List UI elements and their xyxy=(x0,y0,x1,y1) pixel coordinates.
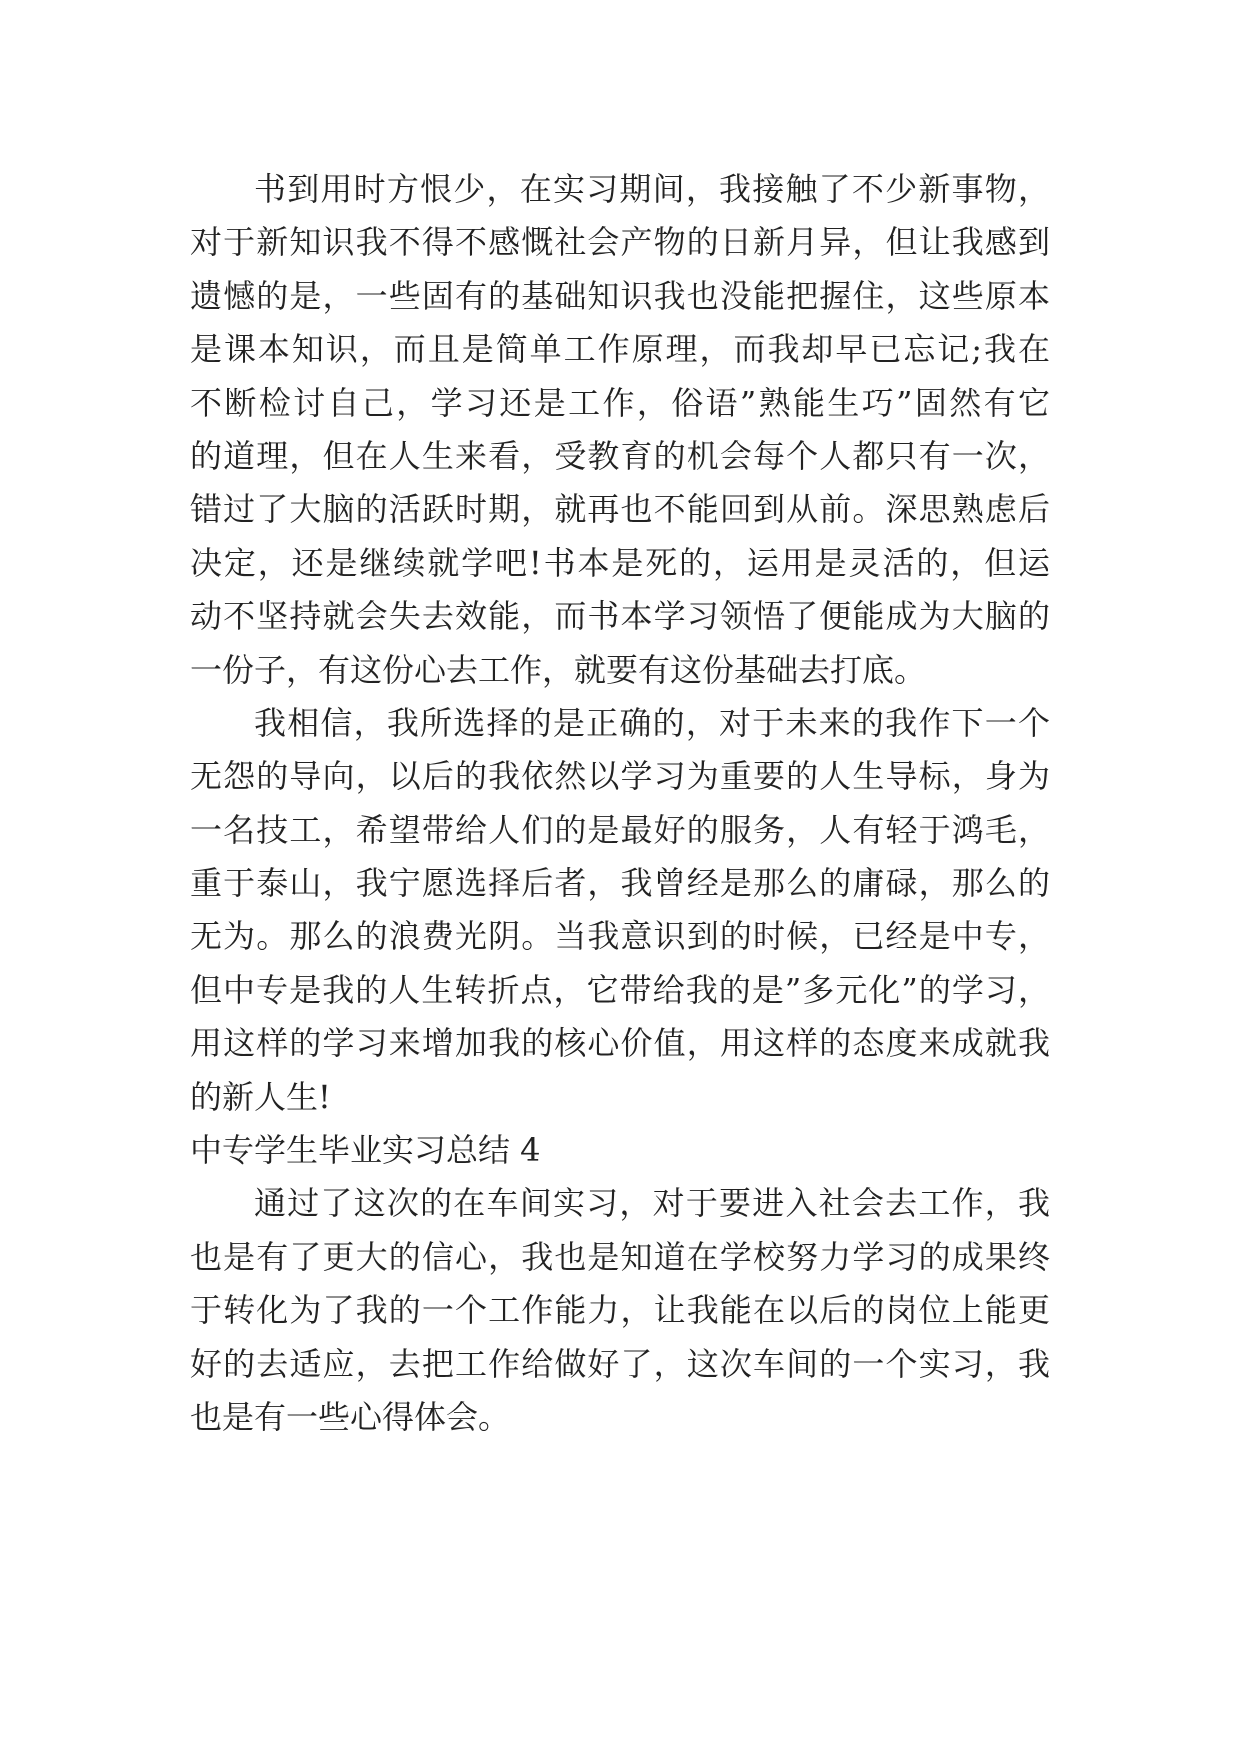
paragraph-line: 一名技工，希望带给人们的是最好的服务，人有轻于鸿毛， xyxy=(190,810,1050,849)
paragraph-line: 是课本知识，而且是简单工作原理，而我却早已忘记;我在 xyxy=(190,330,1050,369)
paragraph-line: 错过了大脑的活跃时期，就再也不能回到从前。深思熟虑后 xyxy=(190,490,1050,529)
paragraph-line: 也是有了更大的信心，我也是知道在学校努力学习的成果终 xyxy=(190,1237,1050,1276)
paragraph-line: 遗憾的是，一些固有的基础知识我也没能把握住，这些原本 xyxy=(190,276,1050,315)
paragraph-line: 用这样的学习来增加我的核心价值，用这样的态度来成就我 xyxy=(190,1024,1050,1063)
paragraph-line: 重于泰山，我宁愿选择后者，我曾经是那么的庸碌，那么的 xyxy=(190,864,1050,903)
paragraph-line: 不断检讨自己，学习还是工作，俗语”熟能生巧”固然有它 xyxy=(190,383,1050,422)
paragraph-line: 通过了这次的在车间实习，对于要进入社会去工作，我 xyxy=(254,1184,1050,1223)
paragraph-line: 我相信，我所选择的是正确的，对于未来的我作下一个 xyxy=(254,703,1050,742)
paragraph-line: 一份子，有这份心去工作，就要有这份基础去打底。 xyxy=(190,650,927,689)
paragraph-line: 好的去适应，去把工作给做好了，这次车间的一个实习，我 xyxy=(190,1344,1050,1383)
paragraph-line: 决定，还是继续就学吧!书本是死的，运用是灵活的，但运 xyxy=(190,543,1050,582)
paragraph-line: 动不坚持就会失去效能，而书本学习领悟了便能成为大脑的 xyxy=(190,597,1050,636)
paragraph xyxy=(190,163,1050,697)
paragraph-line: 但中专是我的人生转折点，它带给我的是”多元化”的学习， xyxy=(190,970,1050,1009)
paragraph xyxy=(190,1177,1050,1444)
document-body xyxy=(190,163,1050,1444)
paragraph-line: 于转化为了我的一个工作能力，让我能在以后的岗位上能更 xyxy=(190,1291,1050,1330)
paragraph-line: 也是有一些心得体会。 xyxy=(190,1397,511,1436)
paragraph-line: 书到用时方恨少，在实习期间，我接触了不少新事物， xyxy=(254,170,1050,208)
paragraph-line: 的道理，但在人生来看，受教育的机会每个人都只有一次， xyxy=(190,436,1050,475)
paragraph xyxy=(190,697,1050,1124)
paragraph-line: 对于新知识我不得不感慨社会产物的日新月异，但让我感到 xyxy=(190,223,1050,262)
paragraph-line: 的新人生! xyxy=(190,1077,331,1116)
paragraph-line: 无为。那么的浪费光阴。当我意识到的时候，已经是中专， xyxy=(190,917,1050,956)
paragraph-line: 无怨的导向，以后的我依然以学习为重要的人生导标，身为 xyxy=(190,757,1050,796)
section-heading: 中专学生毕业实习总结 4 xyxy=(190,1131,541,1170)
